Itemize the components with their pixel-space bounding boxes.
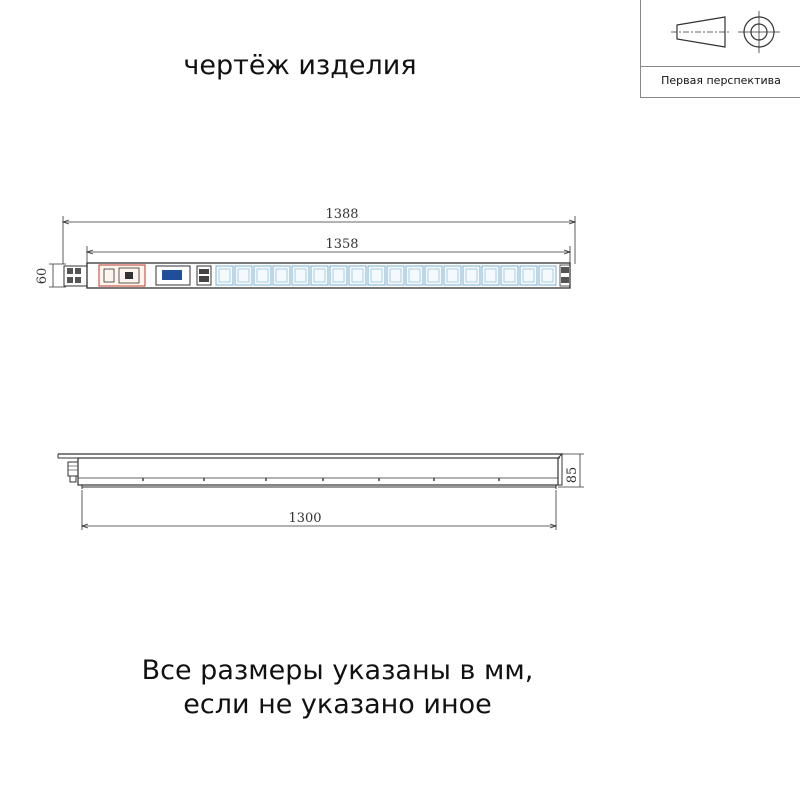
dim-label-overall: 1388 [325, 207, 359, 222]
pdu-side-view [58, 454, 562, 489]
display-meter-icon [156, 266, 190, 285]
breaker-switch-icon [99, 265, 145, 286]
dimension-height [49, 264, 66, 287]
dim-label-depth: 85 [565, 466, 580, 484]
projection-label: Первая перспектива [661, 74, 781, 87]
units-note-line1: Все размеры указаны в мм, [141, 655, 534, 686]
dim-label-body: 1358 [325, 237, 359, 252]
dim-label-height: 60 [35, 267, 50, 285]
socket-module-icon [197, 266, 211, 285]
pdu-front-view [64, 263, 570, 288]
page-title: чертёж изделия [183, 50, 417, 81]
side-tick-marks [143, 478, 499, 481]
dim-label-mounting: 1300 [288, 511, 322, 526]
units-note-line2: если не указано иное [183, 689, 492, 720]
dimension-overall-length [63, 216, 575, 264]
units-note [0, 654, 675, 722]
